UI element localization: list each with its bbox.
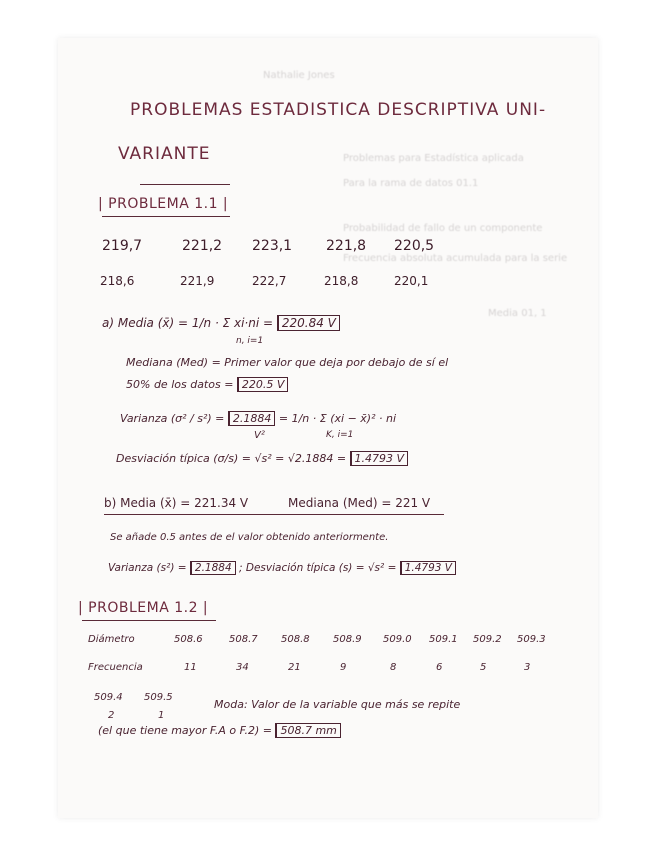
table-cell: 9: [340, 662, 347, 673]
bleed-through-text: Para la rama de datos 01.1: [343, 178, 479, 189]
title-underline: [140, 184, 230, 185]
bleed-through-text: Nathalie Jones: [263, 70, 335, 81]
table-cell: 509.3: [517, 634, 546, 645]
diametro-row-extra: [94, 692, 173, 703]
table-cell: 6: [436, 662, 443, 673]
data-row-1: [102, 238, 454, 254]
moda-line2: (el que tiene mayor F.A o F.2) = 508.7 mm: [98, 724, 341, 737]
part-b-media: b) Media (x̄) = 221.34 V: [104, 496, 249, 510]
table-cell: 34: [236, 662, 249, 673]
data-value: 220,5: [394, 238, 435, 254]
data-value: 218,6: [100, 274, 135, 288]
moda-line1: Moda: Valor de la variable que más se repite: [214, 698, 461, 711]
part-b-desviacion-result: 1.4793 V: [400, 561, 456, 575]
table-cell: 508.6: [174, 634, 203, 645]
bleed-through-text: Media 01, 1: [488, 308, 547, 319]
data-value: 221,9: [180, 274, 215, 288]
table-cell: 1: [158, 710, 165, 721]
data-value: 219,7: [102, 238, 143, 254]
part-b-mediana: Mediana (Med) = 221 V: [288, 496, 431, 510]
table-cell: 11: [184, 662, 197, 673]
table-cell: 508.8: [281, 634, 310, 645]
mediana-text-line2: 50% de los datos = 220.5 V: [126, 378, 288, 391]
data-value: 220,1: [394, 274, 429, 288]
mediana-text-line1: Mediana (Med) = Primer valor que deja por debajo de sí el: [126, 356, 449, 369]
data-row-2: [100, 274, 454, 288]
table-cell: 2: [108, 710, 115, 721]
varianza-result: 2.1884: [228, 411, 276, 426]
data-value: 218,8: [324, 274, 359, 288]
table-cell: 21: [288, 662, 301, 673]
table-cell: 509.0: [383, 634, 412, 645]
frecuencia-row: [88, 662, 554, 673]
diametro-label: Diámetro: [88, 634, 135, 645]
notebook-page: [58, 38, 598, 818]
frecuencia-row-extra: [108, 710, 164, 721]
page-title-line2: VARIANTE: [118, 144, 211, 164]
bleed-through-text: Probabilidad de fallo de un componente: [343, 223, 543, 234]
data-value: 223,1: [252, 238, 293, 254]
page-title-line1: PROBLEMAS ESTADISTICA DESCRIPTIVA UNI-: [130, 100, 547, 120]
problem-1-1-heading: | PROBLEMA 1.1 |: [98, 196, 229, 212]
table-cell: 509.1: [429, 634, 458, 645]
varianza-formula: Varianza (σ² / s²) = 2.1884 = 1/n · Σ (xi − x̄)² · ni: [120, 412, 397, 425]
table-cell: 3: [524, 662, 531, 673]
data-value: 221,2: [182, 238, 223, 254]
table-cell: 5: [480, 662, 487, 673]
table-cell: 509.2: [473, 634, 502, 645]
diametro-row: [88, 634, 557, 645]
media-formula: a) Media (x̄) = 1/n · Σ xi·ni = 220.84 V: [102, 316, 340, 330]
varianza-unit: V²: [254, 430, 265, 441]
table-cell: 8: [390, 662, 397, 673]
problem-1-1-underline: [102, 216, 230, 217]
desviacion-formula: Desviación típica (σ/s) = √s² = √2.1884 = 1.4793 V: [116, 452, 408, 465]
part-b-note: Se añade 0.5 antes de el valor obtenido anteriormente.: [110, 532, 389, 543]
table-cell: 508.9: [333, 634, 362, 645]
summation-limits: K, i=1: [326, 430, 354, 440]
data-value: 221,8: [326, 238, 367, 254]
table-cell: 509.5: [144, 692, 173, 703]
mediana-result: 220.5 V: [237, 377, 289, 392]
data-value: 222,7: [252, 274, 287, 288]
table-cell: 509.4: [94, 692, 123, 703]
summation-limits: n, i=1: [236, 336, 264, 346]
moda-result: 508.7 mm: [275, 723, 340, 738]
problem-1-2-underline: [82, 620, 216, 621]
problem-1-2-heading: | PROBLEMA 1.2 |: [78, 600, 209, 616]
table-cell: 508.7: [229, 634, 258, 645]
bleed-through-text: Frecuencia absoluta acumulada para la serie: [343, 253, 568, 264]
desviacion-result: 1.4793 V: [350, 451, 409, 466]
part-b-varianza-result: 2.1884: [190, 561, 236, 575]
part-b-underline: [104, 514, 444, 515]
media-result: 220.84 V: [277, 315, 340, 331]
bleed-through-text: Problemas para Estadística aplicada: [343, 153, 524, 164]
frecuencia-label: Frecuencia: [88, 662, 143, 673]
part-b-varianza: Varianza (s²) = 2.1884 ; Desviación típica (s) = √s² = 1.4793 V: [108, 562, 456, 574]
